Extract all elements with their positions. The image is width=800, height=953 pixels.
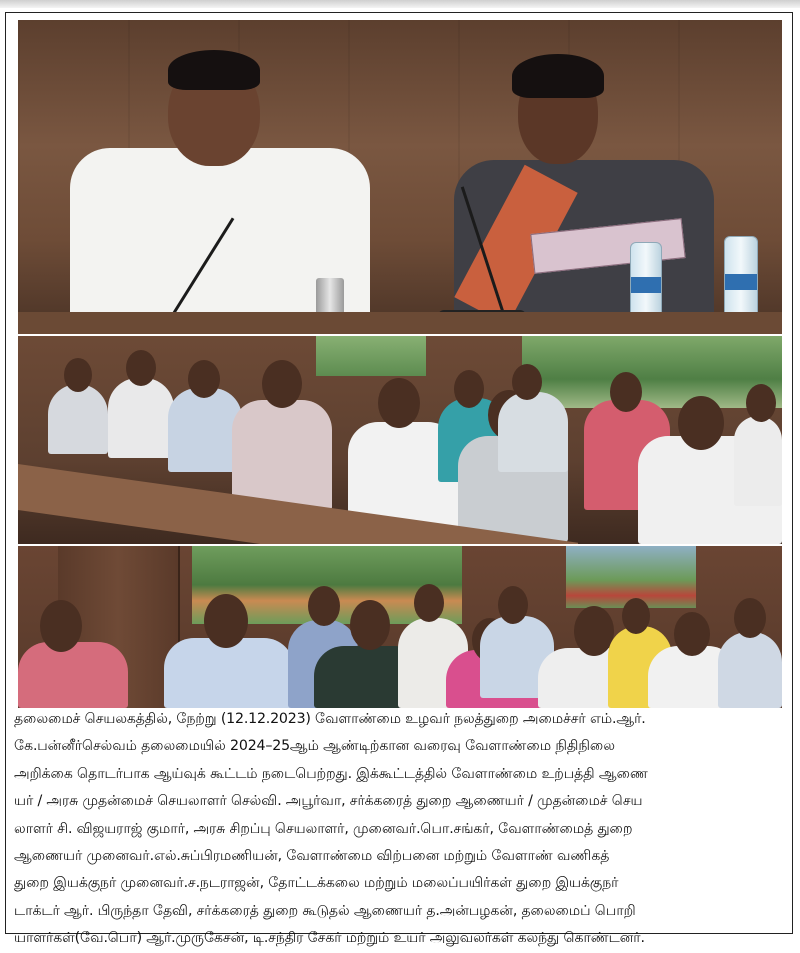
garden-painting <box>316 336 426 376</box>
caption-line: ஆணையர் முனைவர்.எல்.சுப்பிரமணியன், வேளாண்மை விற்பனை மற்றும் வேளாண் வணிகத் <box>14 848 610 865</box>
official-head <box>678 396 724 450</box>
attendee-head <box>734 598 766 638</box>
official-head <box>262 360 302 408</box>
attendee-seated <box>164 638 294 708</box>
official-head <box>610 372 642 412</box>
person-official-hair <box>512 54 604 98</box>
official-seated <box>498 392 568 472</box>
official-seated <box>108 378 174 458</box>
caption-line: டாக்டர் ஆர். பிருந்தா தேவி, சர்க்கரைத் துறை கூடுதல் ஆணையர் த.அன்பழகன், தலைமைப் பொறி <box>14 902 636 919</box>
attendee-head <box>414 584 444 622</box>
meeting-table <box>18 312 782 334</box>
caption-line: கே.பன்னீர்செல்வம் தலைமையில் 2024–25ஆம் ஆண்டிற்கான வரைவு வேளாண்மை நிதிநிலை <box>14 738 615 755</box>
official-seated <box>168 388 242 472</box>
photo-minister-meeting <box>18 20 782 334</box>
attendee-head <box>204 594 248 648</box>
official-head <box>454 370 484 408</box>
attendee-head <box>498 586 528 624</box>
caption-line: துறை இயக்குநர் முனைவர்.ச.நடராஜன், தோட்டக்கலை மற்றும் மலைப்பயிர்கள் துறை இயக்குநர் <box>14 875 619 892</box>
official-seated <box>232 400 332 510</box>
official-head <box>378 378 420 428</box>
photo-meeting-attendees <box>18 546 782 708</box>
official-seated <box>48 384 108 454</box>
attendee-seated <box>18 642 128 708</box>
garden-painting <box>522 336 782 408</box>
caption-line: யாளர்கள்(வே.பொ) ஆர்.முருகேசன், டி.சந்திர சேகர் மற்றும் உயர் அலுவலர்கள் கலந்து கொண்டனர். <box>14 930 645 947</box>
person-minister-hair <box>168 50 260 90</box>
caption-line: தலைமைச் செயலகத்தில், நேற்று (12.12.2023) வேளாண்மை உழவர் நலத்துறை அமைச்சர் எம்.ஆர். <box>14 711 646 727</box>
news-caption <box>14 706 786 953</box>
photo-officials-row <box>18 336 782 544</box>
caption-line: யர் / அரசு முதன்மைச் செயலாளர் செல்வி. அபூர்வா, சர்க்கரைத் துறை ஆணையர் / முதன்மைச் செய <box>14 793 643 810</box>
official-head <box>512 364 542 400</box>
page-top-strip <box>0 0 800 8</box>
attendee-head <box>674 612 710 656</box>
caption-line: லாளர் சி. விஜயராஜ் குமார், அரசு சிறப்பு செயலாளர், முனைவர்.பொ.சங்கர், வேளாண்மைத் துறை <box>14 820 633 837</box>
attendee-seated <box>718 632 782 708</box>
caption-line: அறிக்கை தொடர்பாக ஆய்வுக் கூட்டம் நடைபெற்றது. இக்கூட்டத்தில் வேளாண்மை உற்பத்தி ஆணை <box>14 765 648 782</box>
attendee-head <box>622 598 650 634</box>
official-head <box>126 350 156 386</box>
attendee-head <box>350 600 390 650</box>
attendee-head <box>308 586 340 626</box>
official-seated <box>734 416 782 506</box>
official-head <box>64 358 92 392</box>
bottle-label <box>631 277 661 292</box>
bottle-label <box>725 274 757 291</box>
official-head <box>746 384 776 422</box>
attendee-head <box>40 600 82 652</box>
official-head <box>188 360 220 398</box>
